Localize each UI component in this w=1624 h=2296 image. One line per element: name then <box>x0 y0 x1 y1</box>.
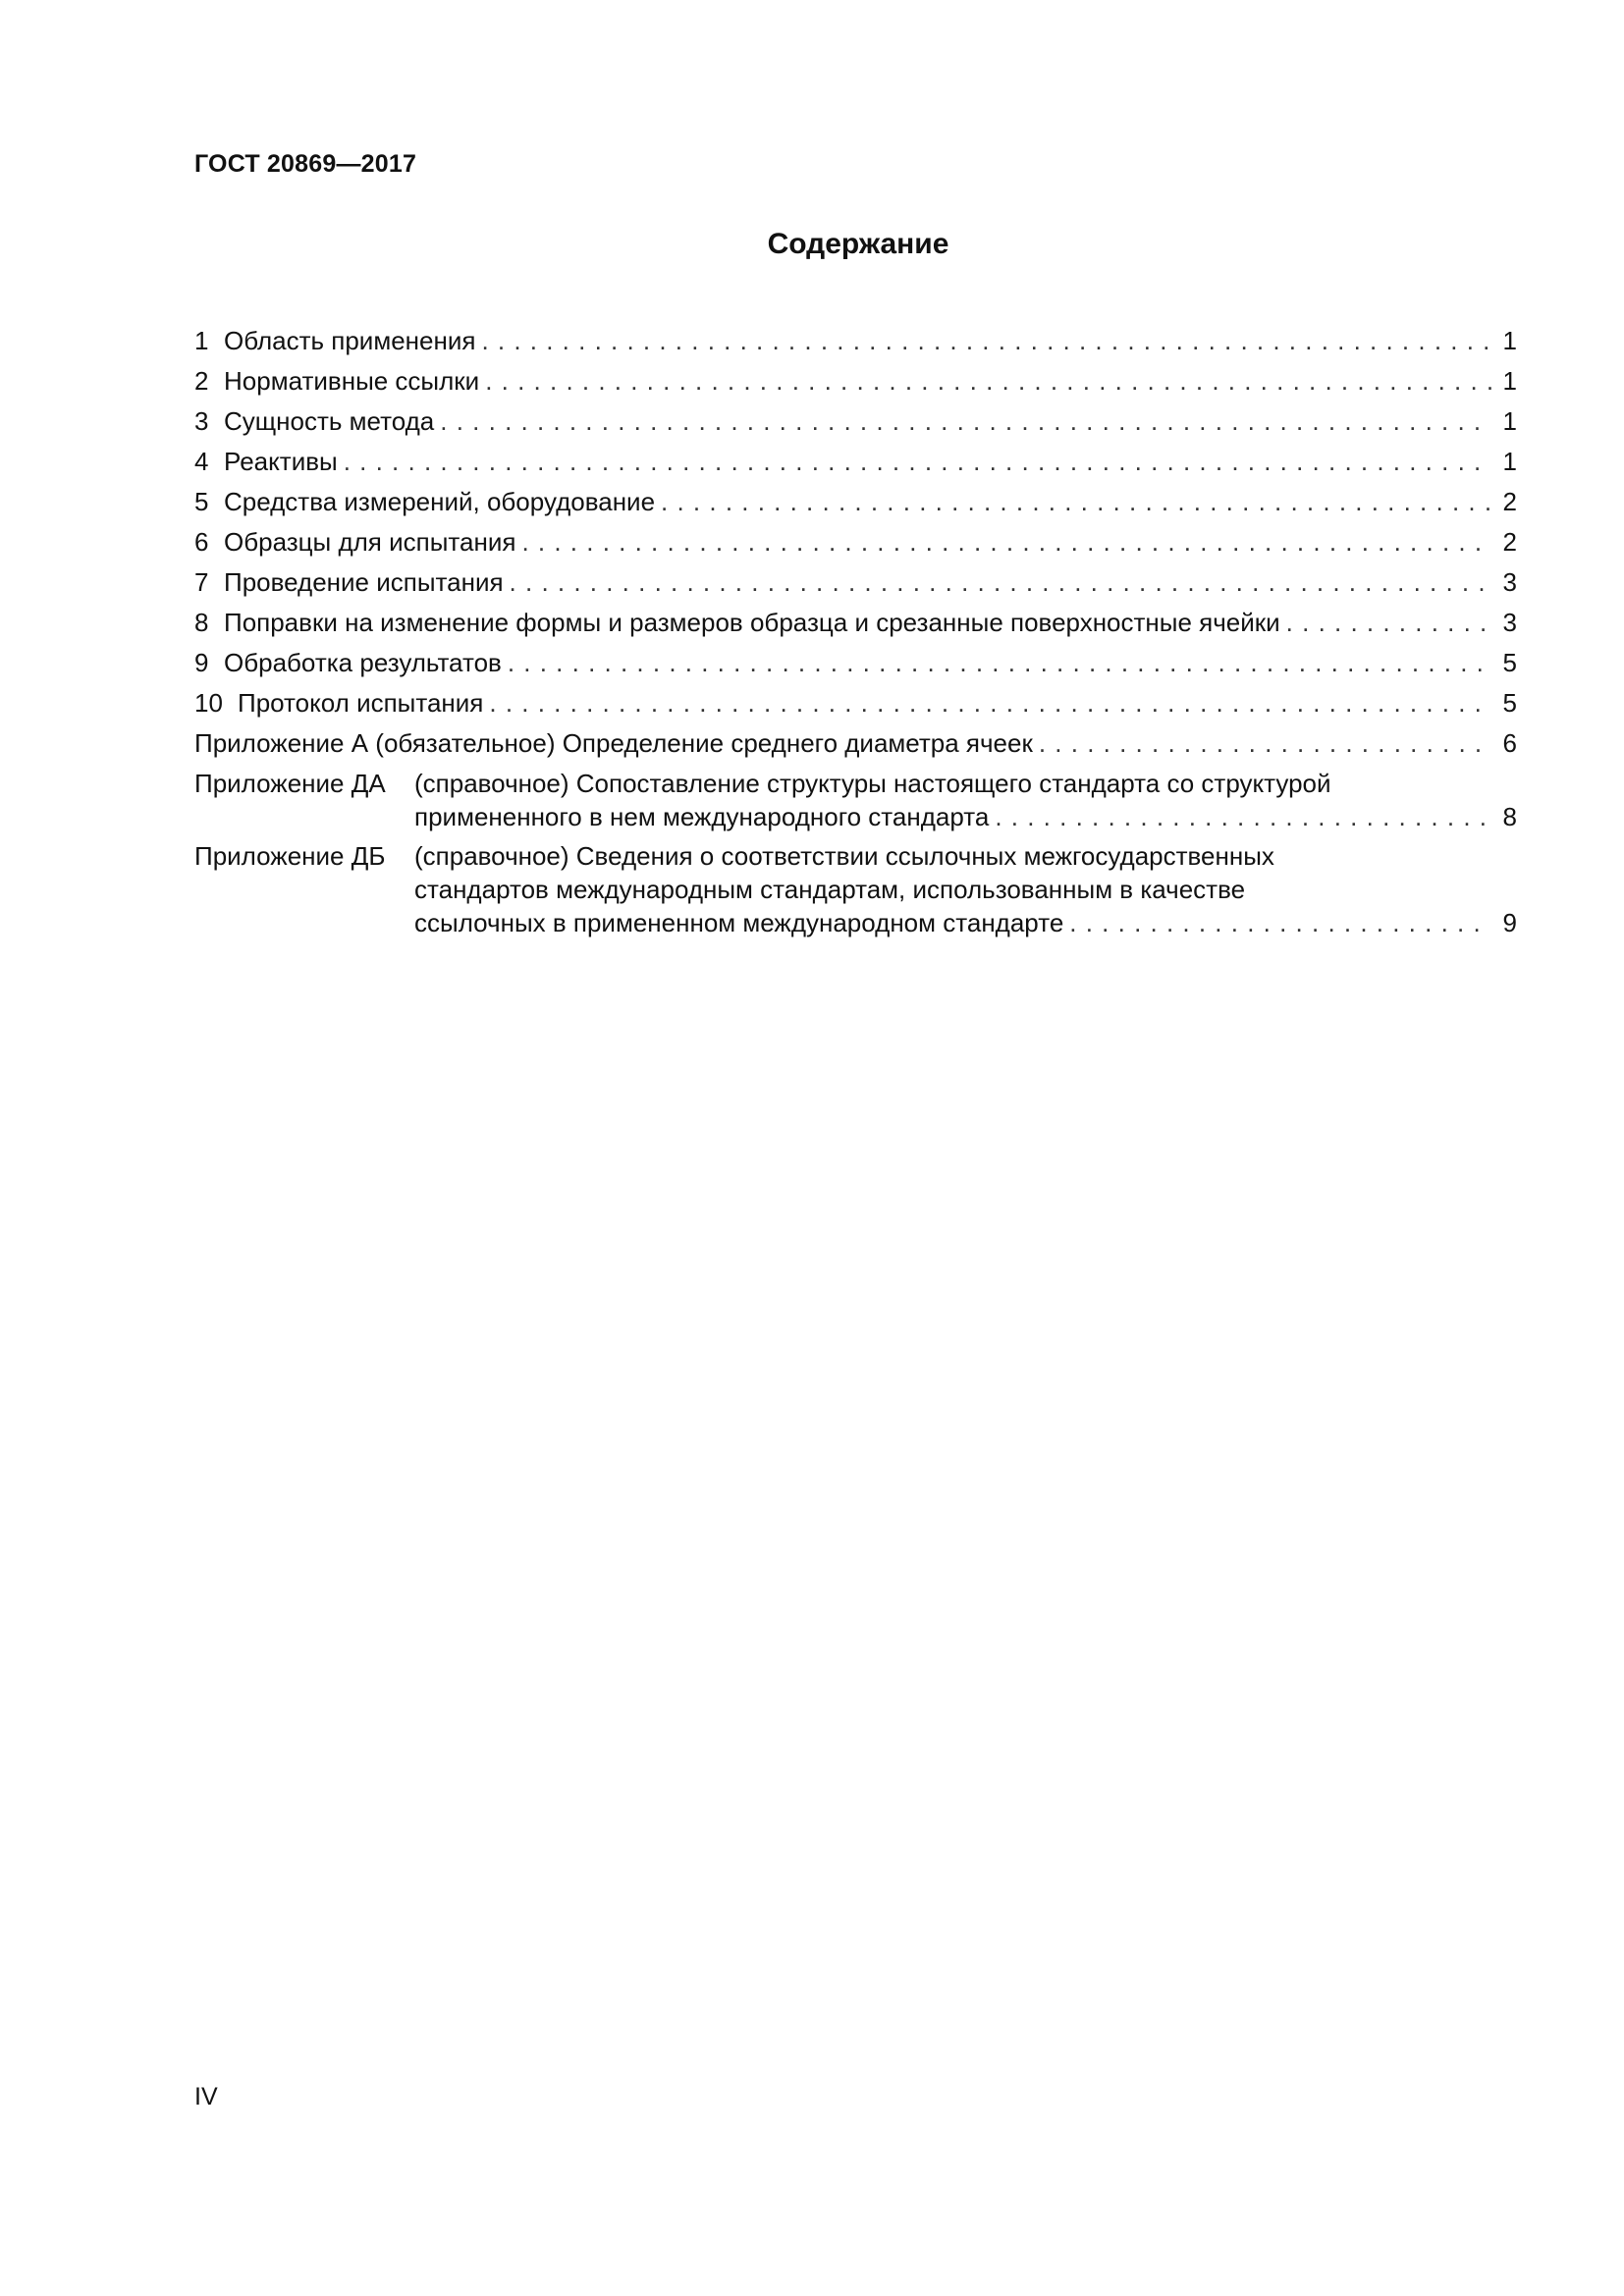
dot-leader <box>995 802 1491 832</box>
appendix-title-line: примененного в нем международного стандарта <box>414 802 990 831</box>
toc-item-label: Поправки на изменение формы и размеров образца и срезанные поверхностные ячейки <box>224 608 1280 637</box>
toc-item-number: 6 <box>194 527 209 557</box>
table-of-contents <box>194 326 1517 947</box>
dot-leader <box>521 527 1491 558</box>
toc-item-page: 6 <box>1502 728 1517 758</box>
appendix-title-line: стандартов международным стандартам, использованным в качестве <box>414 875 1246 904</box>
toc-item-page: 5 <box>1502 648 1517 677</box>
toc-item-4[interactable] <box>194 447 1517 487</box>
dot-leader <box>485 366 1491 397</box>
toc-item-page: 1 <box>1502 447 1517 476</box>
toc-item-page: 3 <box>1502 608 1517 637</box>
dot-leader <box>481 326 1491 356</box>
toc-item-5[interactable] <box>194 487 1517 527</box>
toc-item-number: 8 <box>194 608 209 637</box>
toc-item-6[interactable] <box>194 527 1517 567</box>
page-number: IV <box>194 2083 218 2110</box>
toc-item-label: Сущность метода <box>224 406 435 436</box>
dot-leader <box>1069 908 1491 938</box>
toc-item-7[interactable] <box>194 567 1517 608</box>
dot-leader <box>510 567 1491 598</box>
toc-item-3[interactable] <box>194 406 1517 447</box>
toc-item-label: Протокол испытания <box>238 688 484 718</box>
appendix-prefix: Приложение ДА <box>194 769 386 798</box>
toc-item-2[interactable] <box>194 366 1517 406</box>
dot-leader <box>508 648 1491 678</box>
document-code: ГОСТ 20869—2017 <box>194 150 417 178</box>
toc-item-8[interactable] <box>194 608 1517 648</box>
toc-item-number: 2 <box>194 366 209 396</box>
toc-item-label: Область применения <box>224 326 476 355</box>
appendix-title-line: (справочное) Сведения о соответствии ссылочных межгосударственных <box>414 841 1274 871</box>
toc-appendix-a[interactable] <box>194 728 1517 769</box>
toc-item-page: 8 <box>1502 802 1517 831</box>
toc-item-label: Проведение испытания <box>224 567 504 597</box>
toc-item-label: Нормативные ссылки <box>224 366 480 396</box>
toc-item-number: 5 <box>194 487 209 516</box>
dot-leader <box>1286 608 1491 638</box>
toc-item-page: 1 <box>1502 326 1517 355</box>
toc-item-label: Средства измерений, оборудование <box>224 487 656 516</box>
toc-item-page: 2 <box>1502 487 1517 516</box>
dot-leader <box>661 487 1491 517</box>
toc-item-number: 9 <box>194 648 209 677</box>
appendix-title-line: ссылочных в примененном международном стандарте <box>414 908 1064 937</box>
toc-appendix-da[interactable] <box>194 769 1517 841</box>
toc-item-label: Приложение А (обязательное) Определение среднего диаметра ячеек <box>194 728 1033 758</box>
toc-title: Содержание <box>767 228 949 260</box>
toc-item-label: Образцы для испытания <box>224 527 516 557</box>
toc-item-label: Обработка результатов <box>224 648 502 677</box>
appendix-title-line: (справочное) Сопоставление структуры настоящего стандарта со структурой <box>414 769 1331 798</box>
toc-item-number: 7 <box>194 567 209 597</box>
dot-leader <box>344 447 1491 477</box>
toc-item-page: 2 <box>1502 527 1517 557</box>
toc-item-number: 3 <box>194 406 209 436</box>
dot-leader <box>440 406 1491 437</box>
dot-leader <box>489 688 1491 719</box>
toc-item-page: 3 <box>1502 567 1517 597</box>
toc-item-9[interactable] <box>194 648 1517 688</box>
toc-item-10[interactable] <box>194 688 1517 728</box>
appendix-prefix: Приложение ДБ <box>194 841 386 871</box>
toc-item-number: 10 <box>194 688 223 718</box>
toc-item-page: 1 <box>1502 366 1517 396</box>
toc-item-page: 5 <box>1502 688 1517 718</box>
toc-item-number: 4 <box>194 447 209 476</box>
toc-item-label: Реактивы <box>224 447 338 476</box>
toc-item-page: 9 <box>1502 908 1517 937</box>
toc-item-number: 1 <box>194 326 209 355</box>
dot-leader <box>1039 728 1491 759</box>
toc-appendix-db[interactable] <box>194 841 1517 947</box>
toc-item-page: 1 <box>1502 406 1517 436</box>
toc-item-1[interactable] <box>194 326 1517 366</box>
